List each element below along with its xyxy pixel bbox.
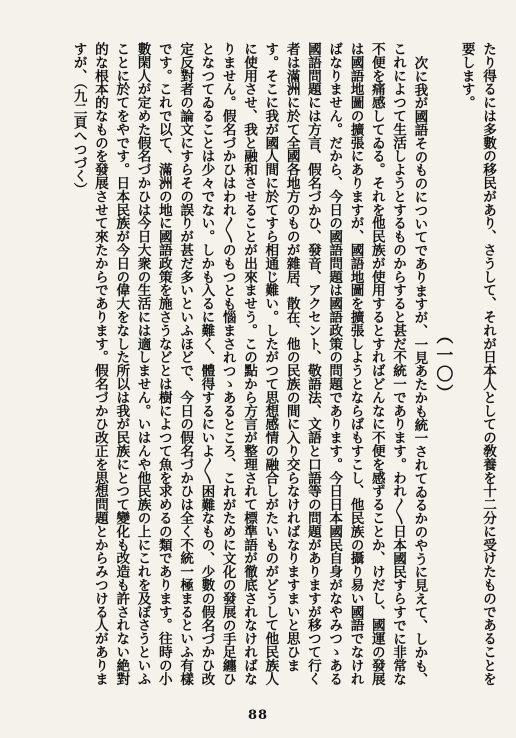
page-number: 88 xyxy=(247,708,269,723)
body-paragraph-text: 次に我が國語そのものについてでありますが、一見あたかも統一されてゐるかのやうに見えて、しかも、これによつて生活しようとするものからすると甚だ不統一であります。われ〳〵日本國民すらすでに非常な不便を痛感してゐる。それを他民族が使用するとすればどんなに不便を感ずることか、けだし、國運の發展は國語地圖の擴張にありますが、國語地圖を擴張しようとならばもすこし、他民族の攝り易い國語でなければなりません。だから、今日の國語問題は國語政策の問題であります。今日日本國民自身がなやみつゝある國語問題には方言、假名づかひ、發音、アクセント、敬語法、文語と口語等の問題がありますが移つて行く者は滿洲に於て全國各地方のものが雜居、散在、他の民族の間に入り交らなければなりますまいと思ひます。そこに我が國人間に於てすら相通じ難い。したがつて思想感情の融合しがたいものがどうして他民族人に使用させ、我と融和させることが出來ませう。この點から方言が整理されて標準語が徹底されなければなりません。假名づかひはわれ〳〵のもつとも惱まされつゝあるところ、これがために文化の發展の手足纏ひとなつてゐることは少々でない。しかも入るに難く、體得するにいよ〳〵困難なもの、少數の假名づかひ改定反對者の論文にすらその誤りが甚だ多いといふほどで、今日の假名づかひは全く不統一極まるといふ有樣です。これで以て、滿洲の地に國語政策を施さうなどとは樹によつて魚を求めるの類であります。往時の小數閑人が定めた假名づかひは今日大衆の生活には適しません。いはんや他民族の上にこれを及ぼさうといふことに於てをやです。日本民族が今日の偉大をなした所以は我が民族にとつて變化も改造も許されない絶對的な根本的なものを發展させて來たからであります。假名づかひ改正を思想問題とからみつける人がありますが、 xyxy=(70,42,428,686)
vertical-text-block xyxy=(36,42,498,687)
body-paragraph xyxy=(67,42,429,687)
section-heading: （一〇） xyxy=(432,326,453,403)
intro-paragraph: たり得るには多數の移民があり、さうして、それが日本人としての敎養を十二分に受けたものであることを要します。 xyxy=(458,42,496,686)
continued-marker: （九二頁へつづく） xyxy=(70,82,87,197)
